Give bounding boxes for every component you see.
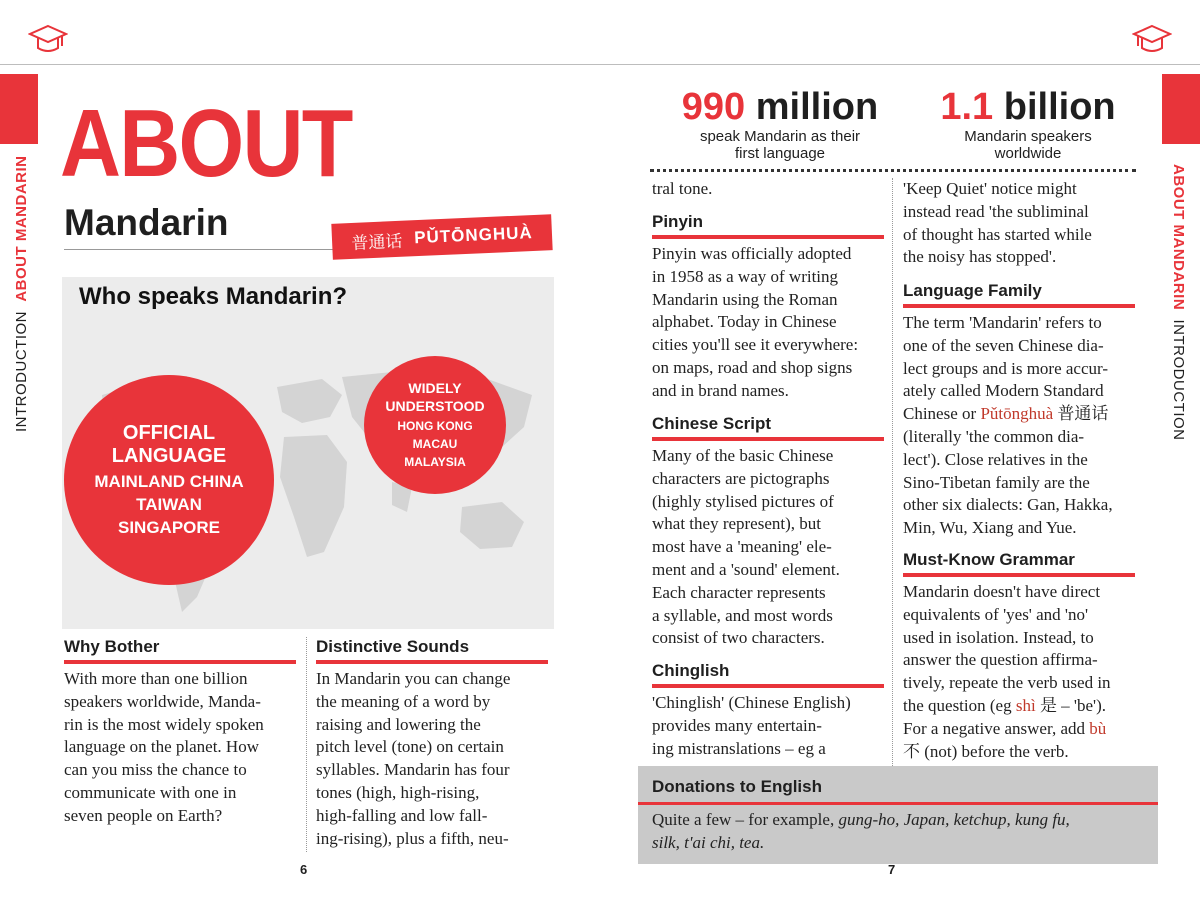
grammar-rule xyxy=(903,573,1135,577)
text-line: used in isolation. Instead, to xyxy=(903,627,1094,647)
text-line: (literally 'the common dia- xyxy=(903,426,1085,446)
pinyin-text xyxy=(652,243,892,403)
chinglish-text xyxy=(652,692,892,760)
text-line: equivalents of 'yes' and 'no' xyxy=(903,604,1089,624)
text-fragment: gung-ho, Japan, ketchup, kung fu, xyxy=(838,810,1070,829)
stat-number: 990 xyxy=(681,86,746,128)
text-line: Min, Wu, Xiang and Yue. xyxy=(903,518,1077,538)
stat-caption: worldwide xyxy=(994,145,1062,162)
official-place: TAIWAN xyxy=(136,494,202,514)
text-fragment: 是 – 'be'). xyxy=(1035,695,1107,715)
text-line: 'Chinglish' (Chinese English) xyxy=(652,693,851,712)
text-line xyxy=(903,695,1143,718)
stat-number: 1.1 xyxy=(940,86,994,128)
left-red-tab xyxy=(0,74,38,144)
official-title: OFFICIAL LANGUAGE xyxy=(111,421,227,467)
why-bother-rule xyxy=(64,660,296,664)
chinglish-rule xyxy=(652,684,884,688)
top-rule xyxy=(0,64,1200,65)
text-line: one of the seven Chinese dia- xyxy=(903,335,1104,355)
language-family-text xyxy=(903,312,1143,540)
text-line: provides many entertain- xyxy=(652,715,822,735)
subtitle-rule xyxy=(64,249,334,250)
left-vertical-label xyxy=(13,156,30,433)
text-line: speakers worldwide, Manda- xyxy=(64,691,261,711)
text-line: lect'). Close relatives in the xyxy=(903,449,1088,469)
text-line: on maps, road and shop signs xyxy=(652,357,853,377)
text-line xyxy=(652,832,1152,855)
vertical-label-intro: INTRODUCTION xyxy=(13,311,30,432)
text-line: tones (high, high-rising, xyxy=(316,782,480,802)
text-line: the noisy has stopped'. xyxy=(903,247,1057,267)
grammar-heading: Must-Know Grammar xyxy=(903,550,1075,569)
stat-990-million xyxy=(650,86,910,162)
pinyin-heading: Pinyin xyxy=(652,212,704,231)
text-line: characters are pictographs xyxy=(652,468,830,488)
text-line: of thought has started while xyxy=(903,224,1092,244)
page-title: ABOUT xyxy=(60,90,352,197)
text-line: alphabet. Today in Chinese xyxy=(652,312,837,332)
official-language-circle xyxy=(64,375,274,585)
text-fragment: 普通话 xyxy=(1053,404,1109,424)
chinglish-heading: Chinglish xyxy=(652,661,730,680)
widely-place: HONG KONG xyxy=(397,419,473,433)
pinyin-word: shì xyxy=(1015,695,1036,715)
text-line: Many of the basic Chinese xyxy=(652,446,834,465)
text-line: In Mandarin you can change xyxy=(316,669,511,688)
text-fragment: Quite a few – for example, xyxy=(652,810,839,829)
stat-caption: speak Mandarin as their xyxy=(699,128,861,145)
text-line: a syllable, and most words xyxy=(652,605,833,625)
text-line: Mandarin using the Roman xyxy=(652,289,838,309)
widely-place: MALAYSIA xyxy=(404,455,466,469)
text-line: Each character represents xyxy=(652,582,826,602)
text-line: The term 'Mandarin' refers to xyxy=(903,313,1102,332)
tag-pinyin: PǓTŌNGHUÀ xyxy=(413,223,534,248)
text-line: the meaning of a word by xyxy=(316,691,491,711)
text-line: can you miss the chance to xyxy=(64,760,247,780)
widely-understood-circle xyxy=(364,356,506,494)
continuation-quote-text xyxy=(903,178,1143,269)
text-line: what they represent), but xyxy=(652,514,821,534)
text-line: consist of two characters. xyxy=(652,628,825,648)
text-line: rin is the most widely spoken xyxy=(64,714,264,734)
page-number-left: 6 xyxy=(300,862,308,877)
putonghua-tag xyxy=(331,214,552,260)
stats-dotted-rule xyxy=(650,169,1136,172)
widely-place: MACAU xyxy=(412,437,458,451)
graduation-cap-icon-right xyxy=(1132,22,1172,58)
text-fragment: Chinese or xyxy=(903,404,981,424)
text-line: most have a 'meaning' ele- xyxy=(652,537,832,557)
text-line: high-falling and low fall- xyxy=(316,805,488,825)
text-line: 不 (not) before the verb. xyxy=(903,741,1069,761)
text-line: other six dialects: Gan, Hakka, xyxy=(903,495,1113,515)
text-line: Sino-Tibetan family are the xyxy=(903,472,1090,492)
page-subtitle: Mandarin xyxy=(64,202,229,243)
column-divider xyxy=(306,637,307,852)
text-line: (highly stylised pictures of xyxy=(652,491,834,511)
text-line: raising and lowering the xyxy=(316,714,481,734)
graduation-cap-icon xyxy=(28,22,68,58)
pinyin-word: bù xyxy=(1089,718,1107,738)
text-line: ing-rising), plus a fifth, neu- xyxy=(316,828,509,848)
text-line: communicate with one in xyxy=(64,782,237,802)
pinyin-word: Pǔtōnghuà xyxy=(980,404,1054,424)
right-column-divider xyxy=(892,178,893,768)
distinctive-sounds-rule xyxy=(316,660,548,664)
text-line: and in brand names. xyxy=(652,380,789,400)
text-line: ing mistranslations – eg a xyxy=(652,738,826,758)
why-bother-text xyxy=(64,668,304,828)
pinyin-rule xyxy=(652,235,884,239)
text-line: tively, repeate the verb used in xyxy=(903,673,1111,693)
text-line xyxy=(903,718,1143,741)
text-line: lect groups and is more accur- xyxy=(903,358,1108,378)
right-vertical-label xyxy=(1170,164,1187,441)
text-line: Mandarin doesn't have direct xyxy=(903,582,1101,601)
text-line: ment and a 'sound' element. xyxy=(652,559,840,579)
page-number-right: 7 xyxy=(888,862,896,877)
grammar-text xyxy=(903,581,1143,763)
text-line: 'Keep Quiet' notice might xyxy=(903,179,1077,198)
why-bother-heading: Why Bother xyxy=(64,637,160,656)
text-fragment: the question (eg xyxy=(903,695,1016,715)
vertical-label-section: ABOUT MANDARIN xyxy=(13,155,30,302)
text-line xyxy=(903,403,1143,426)
widely-title: WIDELY UNDERSTOOD xyxy=(385,380,485,414)
chinese-script-rule xyxy=(652,437,884,441)
text-line: instead read 'the subliminal xyxy=(903,201,1089,221)
language-family-rule xyxy=(903,304,1135,308)
stat-unit: billion xyxy=(1003,86,1116,128)
distinctive-sounds-text xyxy=(316,668,556,850)
text-line: With more than one billion xyxy=(64,669,248,688)
official-place: SINGAPORE xyxy=(117,517,221,537)
text-line: pitch level (tone) on certain xyxy=(316,737,504,757)
text-line: in 1958 as a way of writing xyxy=(652,266,839,286)
stat-1-1-billion xyxy=(918,86,1138,162)
official-place: MAINLAND CHINA xyxy=(94,471,244,491)
vertical-label-section: ABOUT MANDARIN xyxy=(1170,164,1187,311)
text-line: syllables. Mandarin has four xyxy=(316,760,510,780)
distinctive-sounds-heading: Distinctive Sounds xyxy=(316,637,470,656)
map-heading: Who speaks Mandarin? xyxy=(79,283,348,310)
text-fragment: For a negative answer, add xyxy=(903,718,1090,738)
text-line: language on the planet. How xyxy=(64,737,259,757)
text-line: cities you'll see it everywhere: xyxy=(652,335,859,355)
donations-box xyxy=(638,766,1158,864)
language-family-heading: Language Family xyxy=(903,281,1042,300)
text-line xyxy=(652,809,1152,832)
chinese-script-text xyxy=(652,445,892,650)
text-line: Pinyin was officially adopted xyxy=(652,244,852,263)
text-line: answer the question affirma- xyxy=(903,650,1098,670)
stat-unit: million xyxy=(755,86,879,128)
text-line: seven people on Earth? xyxy=(64,805,223,825)
right-red-tab xyxy=(1162,74,1200,144)
text-fragment: silk, t'ai chi, tea. xyxy=(652,832,765,852)
chinese-script-heading: Chinese Script xyxy=(652,414,772,433)
donations-rule xyxy=(638,802,1158,805)
donations-text xyxy=(652,809,1152,855)
tag-chinese: 普通话 xyxy=(350,231,403,253)
stat-caption: first language xyxy=(734,145,826,162)
text-line: ately called Modern Standard xyxy=(903,381,1104,401)
stat-caption: Mandarin speakers xyxy=(964,128,1092,145)
donations-heading: Donations to English xyxy=(652,777,822,796)
continuation-text: tral tone. xyxy=(652,179,713,198)
vertical-label-intro: INTRODUCTION xyxy=(1170,319,1187,441)
